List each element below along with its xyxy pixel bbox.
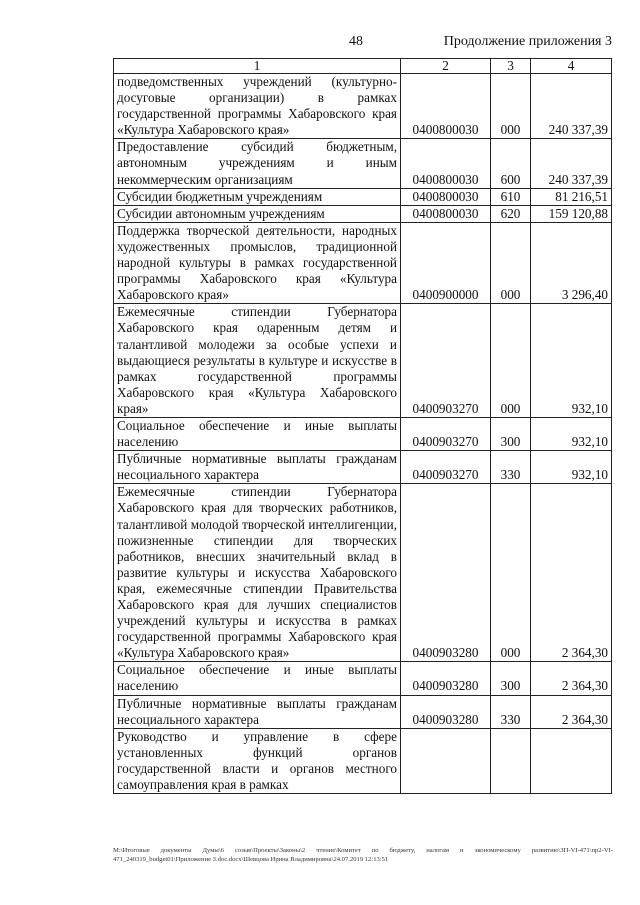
column-header: 1: [114, 59, 401, 74]
row-amount: 932,10: [531, 417, 612, 450]
table-row: [114, 695, 612, 728]
table-row: [114, 139, 612, 188]
row-name: Социальное обеспечение и иные выплаты населению: [114, 662, 401, 695]
row-code: 0400903280: [401, 484, 491, 662]
row-amount: 159 120,88: [531, 205, 612, 222]
continuation-label: Продолжение приложения 3: [443, 34, 612, 49]
row-amount: 240 337,39: [531, 139, 612, 188]
row-type: 000: [491, 74, 531, 139]
page-number: 48: [349, 34, 363, 49]
row-type: [491, 728, 531, 793]
row-name: Социальное обеспечение и иные выплаты населению: [114, 417, 401, 450]
table-row: [114, 205, 612, 222]
row-code: 0400903280: [401, 695, 491, 728]
column-header: 3: [491, 59, 531, 74]
row-type: 000: [491, 222, 531, 303]
row-code: 0400903270: [401, 417, 491, 450]
row-type: 620: [491, 205, 531, 222]
row-type: 330: [491, 695, 531, 728]
table-row: [114, 74, 612, 139]
column-header: 4: [531, 59, 612, 74]
row-name: Ежемесячные стипендии Губернатора Хабаровского края для творческих работников, талантливой молодой творческой интеллигенции, пожизненные стипендии для творческих работников, внесших значительный вклад в развитие культуры и искусства Хабаровского края, ежемесячные стипендии Правительства Хабаровского края для лучших специалистов учреждений культуры и искусства в рамках государственной программы Хабаровского края «Культура Хабаровского края»: [114, 484, 401, 662]
table-row: [114, 188, 612, 205]
row-code: 0400800030: [401, 74, 491, 139]
row-amount: 2 364,30: [531, 662, 612, 695]
row-amount: 932,10: [531, 304, 612, 418]
row-code: 0400800030: [401, 188, 491, 205]
row-amount: 2 364,30: [531, 484, 612, 662]
row-name: Предоставление субсидий бюджетным, автономным учреждениям и иным некоммерческим организациям: [114, 139, 401, 188]
document-file-path: M:\Итоговые документы Думы\6 созыв\Проекты\Законы\2 чтение\Комитет по бюджету, налогам и экономическому развитию\ЗП-VI-471\пр2-VI-471_240319_budget01\Приложение 3.doc.docx\Шевцова Ирина Владимировна\24.07.2019 12:13:51: [113, 847, 613, 863]
row-amount: [531, 728, 612, 793]
table-row: [114, 222, 612, 303]
row-code: 0400903270: [401, 304, 491, 418]
row-code: 0400800030: [401, 205, 491, 222]
row-amount: 932,10: [531, 451, 612, 484]
table-row: [114, 417, 612, 450]
row-code: 0400800030: [401, 139, 491, 188]
table-row: [114, 304, 612, 418]
row-name: Руководство и управление в сфере установленных функций органов государственной власти и органов местного самоуправления края в рамках: [114, 728, 401, 793]
row-name: Субсидии бюджетным учреждениям: [114, 188, 401, 205]
row-code: [401, 728, 491, 793]
table-row: [114, 451, 612, 484]
row-name: Ежемесячные стипендии Губернатора Хабаровского края одаренным детям и талантливой молодежи за особые успехи и выдающиеся результаты в культуре и искусстве в рамках государственной программы Хабаровского края «Культура Хабаровского края»: [114, 304, 401, 418]
row-type: 610: [491, 188, 531, 205]
row-type: 600: [491, 139, 531, 188]
row-code: 0400900000: [401, 222, 491, 303]
budget-table: [113, 58, 612, 794]
row-type: 000: [491, 304, 531, 418]
row-type: 300: [491, 417, 531, 450]
row-type: 330: [491, 451, 531, 484]
row-amount: 2 364,30: [531, 695, 612, 728]
row-name: Публичные нормативные выплаты гражданам несоциального характера: [114, 451, 401, 484]
row-amount: 240 337,39: [531, 74, 612, 139]
row-amount: 3 296,40: [531, 222, 612, 303]
table-row: [114, 662, 612, 695]
row-name: подведомственных учреждений (культурно-досуговые организации) в рамках государственной программы Хабаровского края «Культура Хабаровского края»: [114, 74, 401, 139]
row-code: 0400903270: [401, 451, 491, 484]
column-header: 2: [401, 59, 491, 74]
row-code: 0400903280: [401, 662, 491, 695]
row-name: Публичные нормативные выплаты гражданам несоциального характера: [114, 695, 401, 728]
table-header-row: [114, 59, 612, 74]
row-type: 300: [491, 662, 531, 695]
table-row: [114, 728, 612, 793]
row-name: Поддержка творческой деятельности, народных художественных промыслов, традиционной народной культуры в рамках государственной программы Хабаровского края «Культура Хабаровского края»: [114, 222, 401, 303]
row-amount: 81 216,51: [531, 188, 612, 205]
row-type: 000: [491, 484, 531, 662]
row-name: Субсидии автономным учреждениям: [114, 205, 401, 222]
table-row: [114, 484, 612, 662]
